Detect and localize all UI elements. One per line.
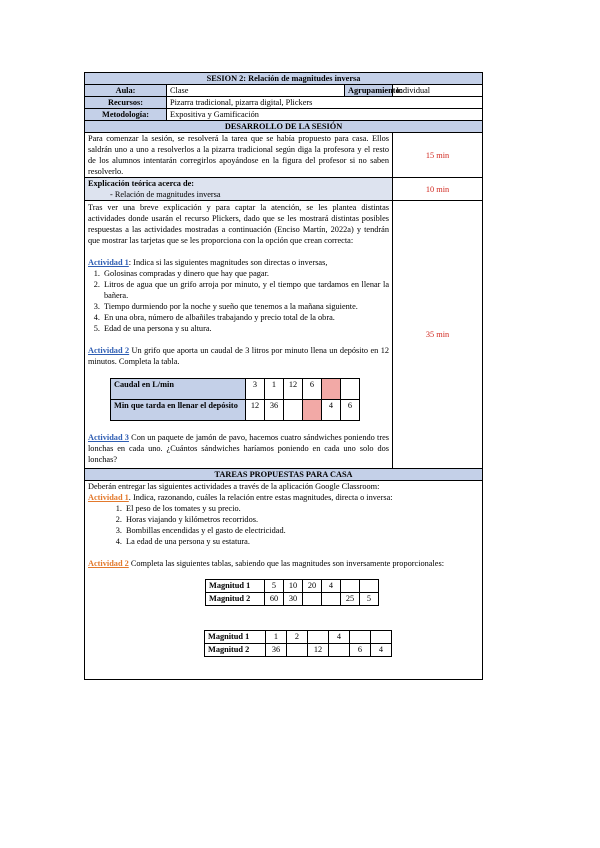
agrupamiento-value: Individual — [393, 85, 483, 97]
list-item: 4. La edad de una persona y su estatura. — [124, 536, 479, 547]
home-act1-text: . Indica, razonando, cuáles la relación entre estas magnitudes, directa o inversa: — [128, 493, 393, 502]
table-cell — [284, 400, 303, 421]
table-cell — [308, 631, 329, 644]
act1-list — [88, 268, 389, 334]
table-cell — [329, 644, 350, 657]
act2-text: Un grifo que aporta un caudal de 3 litros por minuto llena un depósito en 12 minutos. Completa la tabla. — [88, 346, 389, 366]
home-act2-label: Actividad 2 — [88, 559, 129, 568]
magnitudes-table-2 — [204, 630, 392, 657]
act1-label: Actividad 1 — [88, 258, 129, 267]
explicacion-title: Explicación teórica acerca de: — [88, 179, 195, 188]
explicacion-item: - Relación de magnitudes inversa — [122, 189, 389, 200]
intro-text: Para comenzar la sesión, se resolverá la tarea que se había propuesto para casa. Ellos saldrán uno a uno a resolverlos a la pizarra tradicional según diga la profesora y el resto de los alumnos intentarán corregirlos apoyándose en la figura del profesor si no saben resolverlo. — [85, 133, 393, 178]
actividades-time: 35 min — [393, 201, 483, 469]
act3-label: Actividad 3 — [88, 433, 129, 442]
table-cell: 30 — [284, 593, 303, 606]
list-item: 2. Horas viajando y kilómetros recorridos. — [124, 514, 479, 525]
table-cell: 36 — [265, 400, 284, 421]
table-cell — [322, 379, 341, 400]
magnitud-1-label: Magnitud 1 — [206, 580, 265, 593]
recursos-label: Recursos: — [85, 97, 167, 109]
table-cell — [322, 593, 341, 606]
aula-value: Clase — [167, 85, 345, 97]
magnitudes-table-1 — [205, 579, 379, 606]
table-cell: 25 — [341, 593, 360, 606]
metodologia-label: Metodología: — [85, 109, 167, 121]
magnitud-1-label: Magnitud 1 — [205, 631, 266, 644]
table-cell: 12 — [246, 400, 265, 421]
session-table — [84, 72, 483, 680]
explicacion-time: 10 min — [393, 178, 483, 201]
table-cell: 12 — [284, 379, 303, 400]
tareas-header: TAREAS PROPUESTAS PARA CASA — [85, 469, 483, 481]
table-cell: 10 — [284, 580, 303, 593]
table-cell — [341, 379, 360, 400]
list-item: 3. Tiempo durmiendo por la noche y sueño que tenemos a la mañana siguiente. — [102, 301, 389, 312]
table-cell: 3 — [246, 379, 265, 400]
list-item: 1. El peso de los tomates y su precio. — [124, 503, 479, 514]
list-item: 3. Bombillas encendidas y el gasto de electricidad. — [124, 525, 479, 536]
table-cell: 5 — [265, 580, 284, 593]
act1-text: : Indica si las siguientes magnitudes son directas o inversas, — [128, 258, 328, 267]
table-cell: 6 — [341, 400, 360, 421]
magnitud-2-label: Magnitud 2 — [206, 593, 265, 606]
minutos-row-label: Min que tarda en llenar el depósito — [111, 400, 246, 421]
caudal-table — [110, 378, 360, 421]
table-cell: 5 — [360, 593, 379, 606]
table-cell: 4 — [322, 580, 341, 593]
home-act1-label: Actividad 1 — [88, 493, 129, 502]
home-act1-list — [88, 503, 479, 547]
agrupamiento-label: Agrupamiento: — [345, 85, 393, 97]
table-cell: 1 — [265, 379, 284, 400]
table-cell: 4 — [329, 631, 350, 644]
list-item: 2. Litros de agua que un grifo arroja por minuto, y el tiempo que tardamos en llenar la bañera. — [102, 279, 389, 301]
table-cell: 12 — [308, 644, 329, 657]
list-item: 4. En una obra, número de albañiles trabajando y precio total de la obra. — [102, 312, 389, 323]
act2-label: Actividad 2 — [88, 346, 130, 355]
magnitud-2-label: Magnitud 2 — [205, 644, 266, 657]
table-cell: 20 — [303, 580, 322, 593]
table-cell: 1 — [266, 631, 287, 644]
table-cell: 6 — [303, 379, 322, 400]
plickers-text: Tras ver una breve explicación y para captar la atención, se les plantea distintas actividades donde usarán el recurso Plickers, dado que se les mostrará distintas posibles respuestas a las actividades mostradas a continuación (Enciso Martín, 2022a) y tendrán que mostrar las tarjetas que se les proporciona con la opción que crean correcta: — [88, 203, 389, 245]
actividades-block — [85, 201, 393, 469]
table-cell — [371, 631, 392, 644]
table-cell: 2 — [287, 631, 308, 644]
session-sheet — [84, 72, 482, 680]
table-cell — [303, 593, 322, 606]
explicacion-block — [85, 178, 393, 201]
table-cell — [341, 580, 360, 593]
table-cell: 4 — [371, 644, 392, 657]
table-cell — [303, 400, 322, 421]
session-title: SESION 2: Relación de magnitudes inversa — [85, 73, 483, 85]
intro-time: 15 min — [393, 133, 483, 178]
recursos-value: Pizarra tradicional, pizarra digital, Plickers — [167, 97, 483, 109]
table-cell: 60 — [265, 593, 284, 606]
list-item: 1. Golosinas compradas y dinero que hay que pagar. — [102, 268, 389, 279]
table-cell: 6 — [350, 644, 371, 657]
metodologia-value: Expositiva y Gamificación — [167, 109, 483, 121]
aula-label: Aula: — [85, 85, 167, 97]
table-cell: 36 — [266, 644, 287, 657]
home-act2-text: Completa las siguientes tablas, sabiendo que las magnitudes son inversamente proporcionales: — [128, 559, 445, 568]
table-cell — [350, 631, 371, 644]
table-cell — [287, 644, 308, 657]
list-item: 5. Edad de una persona y su altura. — [102, 323, 389, 334]
act3-text: Con un paquete de jamón de pavo, hacemos cuatro sándwiches poniendo tres lonchas en cada uno. ¿Cuántos sándwiches haríamos poniendo en cada uno solo dos lonchas? — [88, 433, 390, 464]
table-cell: 4 — [322, 400, 341, 421]
desarrollo-header: DESARROLLO DE LA SESIÓN — [85, 121, 483, 133]
caudal-row-label: Caudal en L/min — [111, 379, 246, 400]
tareas-block — [85, 481, 483, 680]
table-cell — [360, 580, 379, 593]
tareas-intro: Deberán entregar las siguientes actividades a través de la aplicación Google Classroom: — [88, 482, 380, 491]
